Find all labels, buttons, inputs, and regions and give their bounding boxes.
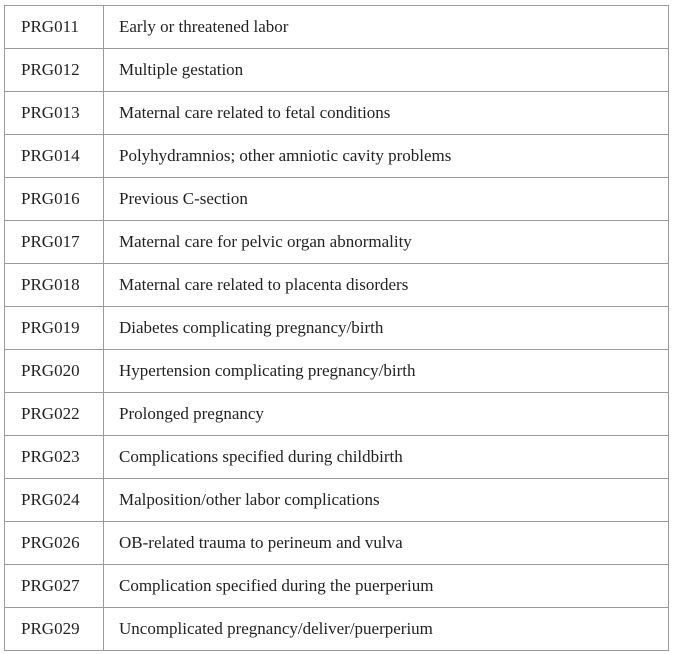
row-description: Multiple gestation [104, 49, 669, 92]
row-description: Maternal care related to placenta disorders [104, 264, 669, 307]
table-row [5, 92, 669, 135]
table-row [5, 479, 669, 522]
row-code: PRG023 [5, 436, 104, 479]
row-code: PRG016 [5, 178, 104, 221]
table-row [5, 307, 669, 350]
table-row [5, 565, 669, 608]
table-row [5, 264, 669, 307]
row-description: Early or threatened labor [104, 6, 669, 49]
row-description: Hypertension complicating pregnancy/birth [104, 350, 669, 393]
row-code: PRG013 [5, 92, 104, 135]
row-code: PRG024 [5, 479, 104, 522]
row-code: PRG026 [5, 522, 104, 565]
table-row [5, 221, 669, 264]
table-row [5, 49, 669, 92]
row-description: OB-related trauma to perineum and vulva [104, 522, 669, 565]
table-row [5, 393, 669, 436]
row-description: Complications specified during childbirth [104, 436, 669, 479]
table-row [5, 6, 669, 49]
row-description: Polyhydramnios; other amniotic cavity problems [104, 135, 669, 178]
row-code: PRG012 [5, 49, 104, 92]
row-description: Maternal care related to fetal conditions [104, 92, 669, 135]
code-table-container [4, 5, 668, 651]
table-row [5, 608, 669, 651]
table-row [5, 436, 669, 479]
row-description: Prolonged pregnancy [104, 393, 669, 436]
row-description: Diabetes complicating pregnancy/birth [104, 307, 669, 350]
row-description: Malposition/other labor complications [104, 479, 669, 522]
row-code: PRG020 [5, 350, 104, 393]
row-description: Maternal care for pelvic organ abnormality [104, 221, 669, 264]
row-description: Uncomplicated pregnancy/deliver/puerperium [104, 608, 669, 651]
row-code: PRG022 [5, 393, 104, 436]
row-code: PRG019 [5, 307, 104, 350]
row-description: Complication specified during the puerperium [104, 565, 669, 608]
row-code: PRG011 [5, 6, 104, 49]
row-code: PRG017 [5, 221, 104, 264]
code-table [4, 5, 669, 651]
row-code: PRG029 [5, 608, 104, 651]
table-row [5, 135, 669, 178]
row-description: Previous C-section [104, 178, 669, 221]
table-row [5, 522, 669, 565]
table-row [5, 178, 669, 221]
table-row [5, 350, 669, 393]
row-code: PRG018 [5, 264, 104, 307]
row-code: PRG027 [5, 565, 104, 608]
row-code: PRG014 [5, 135, 104, 178]
